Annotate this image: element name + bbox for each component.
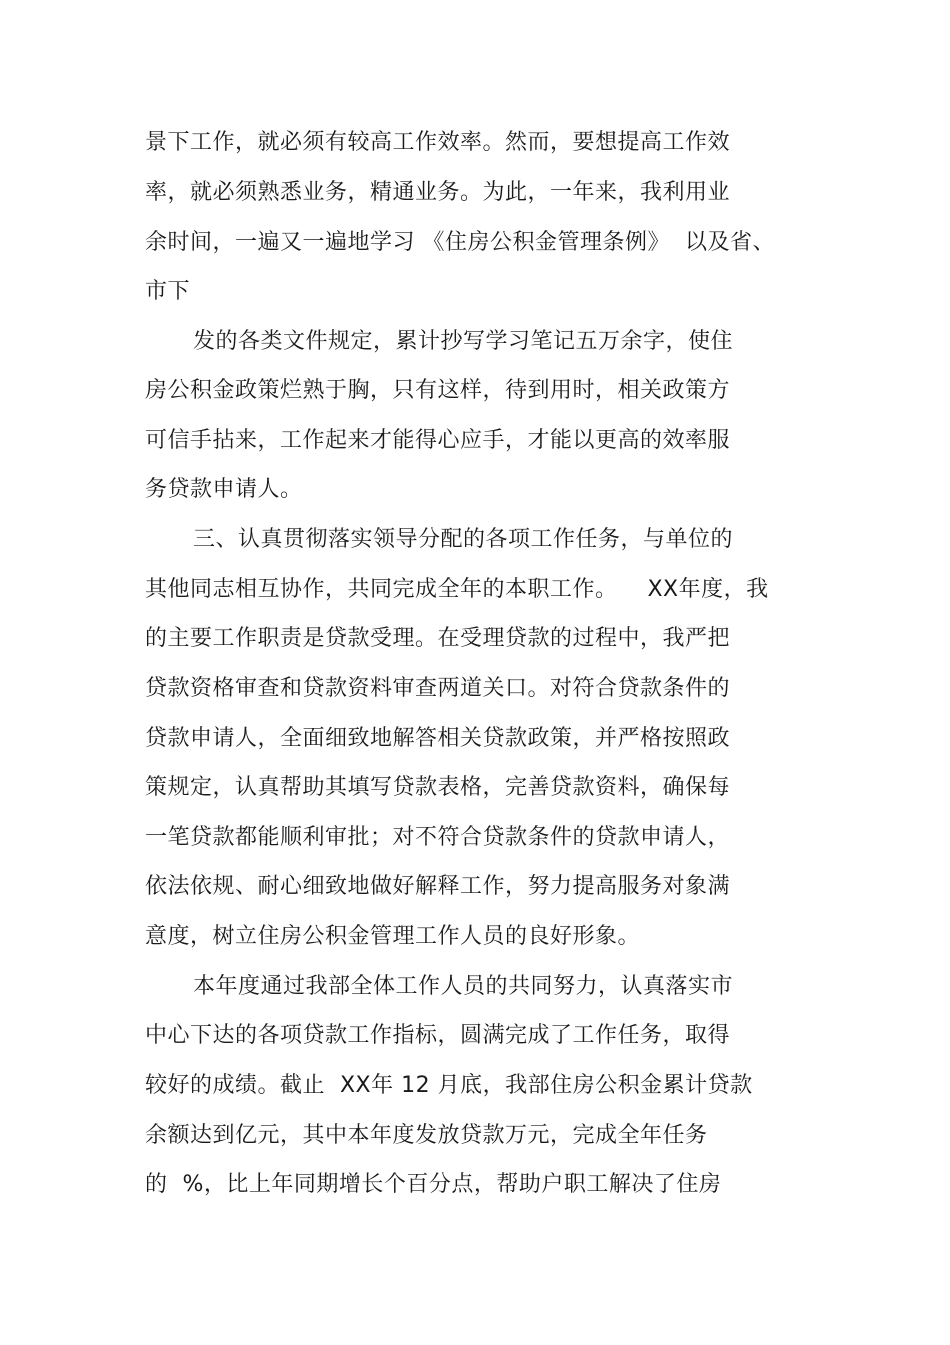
text-line: 一笔贷款都能顺利审批；对不符合贷款条件的贷款申请人， [145, 825, 731, 850]
paragraph-first-line: 三、认真贯彻落实领导分配的各项工作任务，与单位的 [193, 527, 734, 552]
text-line: 余时间，一遍又一遍地学习 《住房公积金管理条例》 以及省、 [145, 230, 775, 255]
text-line: 景下工作，就必须有较高工作效率。然而，要想提高工作效 [145, 130, 731, 155]
text-line: 策规定，认真帮助其填写贷款表格，完善贷款资料，确保每 [145, 775, 731, 800]
text-line: 贷款资格审查和贷款资料审查两道关口。对符合贷款条件的 [145, 676, 731, 701]
paragraph-first-line: 本年度通过我部全体工作人员的共同努力，认真落实市 [193, 974, 734, 999]
paragraph-first-line: 发的各类文件规定，累计抄写学习笔记五万余字，使住 [193, 329, 734, 354]
text-line: 其他同志相互协作，共同完成全年的本职工作。 XX年度，我 [145, 577, 769, 602]
text-line: 余额达到亿元，其中本年度发放贷款万元，完成全年任务 [145, 1123, 708, 1148]
text-line: 贷款申请人，全面细致地解答相关贷款政策，并严格按照政 [145, 726, 731, 751]
text-line: 依法依规、耐心细致地做好解释工作，努力提高服务对象满 [145, 874, 731, 899]
text-line: 房公积金政策烂熟于胸，只有这样，待到用时，相关政策方 [145, 378, 731, 403]
text-line: 市下 [145, 279, 191, 304]
text-line: 中心下达的各项贷款工作指标，圆满完成了工作任务，取得 [145, 1023, 731, 1048]
text-line: 的 %，比上年同期增长个百分点，帮助户职工解决了住房 [145, 1172, 722, 1197]
text-line: 的主要工作职责是贷款受理。在受理贷款的过程中，我严把 [145, 626, 731, 651]
text-line: 意度，树立住房公积金管理工作人员的良好形象。 [145, 924, 641, 949]
text-line: 较好的成绩。截止 XX年 12 月底，我部住房公积金累计贷款 [145, 1073, 753, 1098]
text-line: 率，就必须熟悉业务，精通业务。为此，一年来，我利用业 [145, 180, 731, 205]
text-line: 务贷款申请人。 [145, 477, 303, 502]
text-line: 可信手拈来，工作起来才能得心应手，才能以更高的效率服 [145, 428, 731, 453]
